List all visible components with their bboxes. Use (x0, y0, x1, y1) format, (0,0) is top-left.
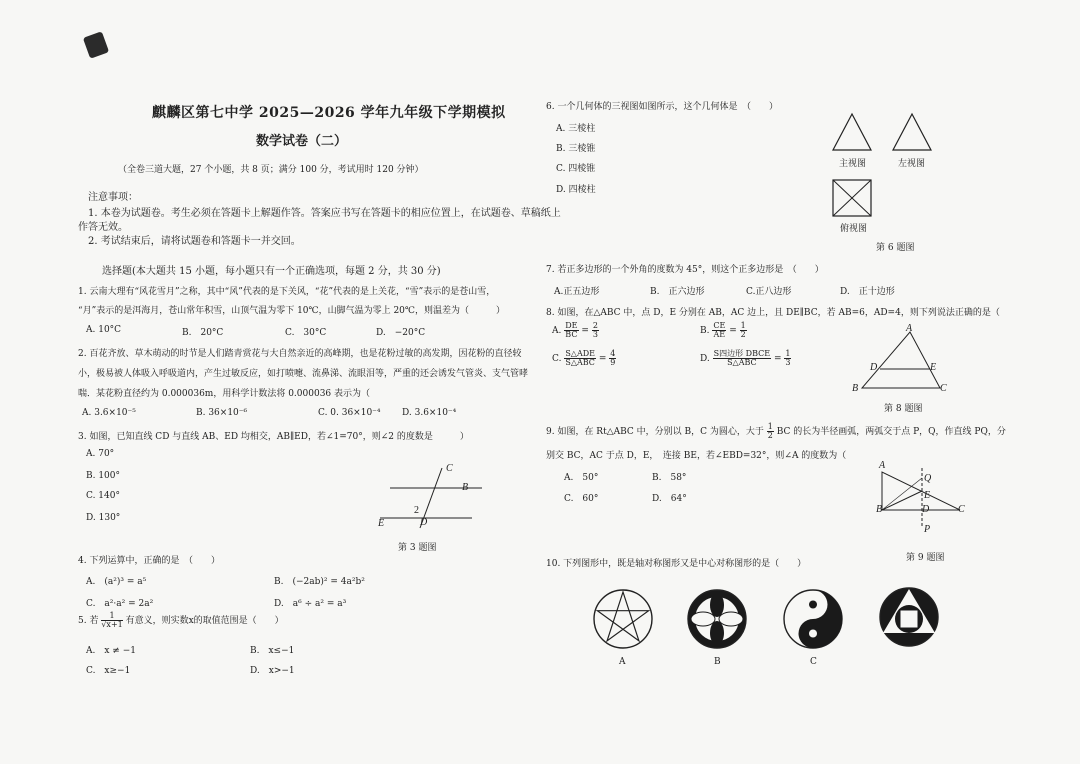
q10-figure-b-flower (686, 588, 748, 650)
q4-option-a: A. (a²)³ = a⁵ (86, 577, 147, 587)
q8-label-e: E (930, 362, 937, 373)
q2-option-b: B. 36×10⁻⁶ (196, 408, 248, 418)
q10-label-c: C (810, 657, 817, 667)
q5-stem (78, 612, 284, 629)
q6-top-label: 俯视图 (840, 224, 868, 234)
q9-label-p: P (924, 524, 931, 535)
q1-line-1: 1. 云南大理有“风花雪月”之称，其中“风”代表的是下关风，“花”代表的是上关花，“雪”表示的是苍山雪， (78, 287, 496, 297)
q6-side-label: 左视图 (898, 159, 926, 169)
q8-label-a: A (906, 323, 913, 334)
q6-option-a: A. 三棱柱 (556, 124, 596, 134)
exam-title: 麒麟区第七中学 2025—2026 学年九年级下学期模拟 (152, 105, 506, 121)
q6-stem: 6. 一个几何体的三视图如图所示，这个几何体是 （ ） (546, 102, 778, 112)
q10-figure-c-yinyang (782, 588, 844, 650)
notice-heading: 注意事项： (88, 192, 138, 203)
section-heading: 选择题(本大题共 15 小题，每小题只有一个正确选项，每题 2 分，共 30 分) (102, 266, 441, 277)
q4-option-c: C. a²·a² = 2a² (86, 599, 154, 609)
q8-label-d: D (870, 362, 878, 373)
q9-caption: 第 9 题图 (906, 553, 945, 563)
q2-line-3: 喘．某花粉直径约为 0.000036m，用科学计数法将 0.000036 表示为（ (78, 389, 371, 399)
q8-option-a: A. $\frac{DE}{BC}$ = $\frac{2}{3}$ (552, 321, 598, 339)
q8-option-c: C. S△ADE S△ABC = $\frac{4}{9}$ (552, 349, 616, 367)
q10-label-b: B (714, 657, 721, 667)
q5-option-d: D. x>−1 (250, 666, 295, 676)
q7-option-d: D. 正十边形 (840, 287, 895, 297)
q6-top-view (832, 179, 872, 217)
q6-option-d: D. 四棱柱 (556, 185, 596, 195)
q6-option-c: C. 四棱锥 (556, 164, 596, 174)
q3-label-d: D (420, 517, 428, 528)
notice-line-2: 2. 考试结束后，请将试题卷和答题卡一并交回。 (88, 236, 301, 247)
q9-figure (876, 466, 966, 532)
q3-label-2: 2 (414, 505, 419, 516)
q9-label-c: C (958, 504, 965, 515)
q8-figure (858, 330, 948, 392)
q3-figure (380, 462, 490, 532)
q7-option-c: C.正八边形 (746, 287, 792, 297)
q8-stem: 8. 如图，在△ABC 中，点 D，E 分别在 AB，AC 边上，且 DE∥BC，若 AB=6，AD=4，则下列说法正确的是（ (546, 308, 1000, 318)
q8-label-b: B (852, 383, 859, 394)
q2-option-d: D. 3.6×10⁻⁴ (402, 408, 457, 418)
q8-label-c: C (940, 383, 947, 394)
q6-side-view (892, 113, 932, 151)
q2-line-1: 2. 百花齐放、草木萌动的时节是人们踏青赏花与大自然亲近的高峰期，也是花粉过敏的高发期，因花粉的直径较 (78, 349, 522, 359)
q7-stem: 7. 若正多边形的一个外角的度数为 45°，则这个正多边形是 （ ） (546, 265, 824, 275)
q9-label-a: A (879, 460, 886, 471)
corner-mark (83, 31, 109, 59)
q10-figure-a-pentagram (592, 588, 654, 650)
q4-stem: 4. 下列运算中，正确的是 （ ） (78, 556, 220, 566)
q5-post: 有意义，则实数x的取值范围是（ ） (125, 616, 284, 626)
q5-pre: 5. 若 (78, 616, 99, 626)
notice-line-1b: 作答无效。 (78, 222, 128, 233)
q3-option-d: D. 130° (86, 513, 121, 523)
notice-line-1: 1. 本卷为试题卷。考生必须在答题卡上解题作答。答案应书写在答题卡的相应位置上，在试题卷、草稿纸上 (88, 208, 561, 219)
exam-info: （全卷三道大题，27 个小题，共 8 页；满分 100 分，考试用时 120 分钟） (118, 165, 424, 175)
q9-option-a: A. 50° (564, 473, 599, 483)
q10-stem: 10. 下列图形中，既是轴对称图形又是中心对称图形的是（ ） (546, 559, 807, 569)
q9-line-2: 别交 BC，AC 于点 D，E， 连接 BE，若∠EBD=32°，则∠A 的度数为（ (546, 451, 847, 461)
q4-option-b: B. (−2ab)² = 4a²b² (274, 577, 365, 587)
q6-front-view (832, 113, 872, 151)
q1-option-d: D. −20°C (376, 328, 426, 338)
q9-option-b: B. 58° (652, 473, 687, 483)
q1-line-2: “月”表示的是洱海月，苍山常年积雪，山顶气温为零下 10℃，山脚气温为零上 20℃，则温差为（ ） (78, 306, 505, 316)
q2-option-a: A. 3.6×10⁻⁵ (82, 408, 136, 418)
q9-label-e: E (924, 490, 931, 501)
q4-option-d: D. a⁶ ÷ a² = a³ (274, 599, 347, 609)
q8-option-d: D. S四边形 DBCE S△ABC = $\frac{1}{3}$ (700, 349, 791, 367)
q6-caption: 第 6 题图 (876, 243, 915, 253)
q3-label-b: B (462, 482, 469, 493)
q6-option-b: B. 三棱锥 (556, 144, 596, 154)
q6-front-label: 主视图 (839, 159, 867, 169)
q2-option-c: C. 0. 36×10⁻⁴ (318, 408, 381, 418)
q5-option-a: A. x ≠ −1 (86, 646, 136, 656)
q7-option-b: B. 正六边形 (650, 287, 705, 297)
q10-label-a: A (619, 657, 626, 667)
exam-subtitle: 数学试卷（二） (256, 134, 348, 149)
q2-line-2: 小，极易被人体吸入呼吸道内，产生过敏反应，如打喷嚏、流鼻涕、流眼泪等，严重的还会诱发气管炎、支气管哮 (78, 369, 529, 379)
q1-option-b: B. 20°C (182, 328, 224, 338)
q1-option-a: A. 10°C (86, 325, 122, 335)
q10-figure-d-triangle-square (876, 586, 942, 648)
q9-option-c: C. 60° (564, 494, 599, 504)
q9-line-1: 9. 如图，在 Rt△ABC 中，分别以 B，C 为圆心，大于 $\frac{1}{2}$ BC 的长为半径画弧，两弧交于点 P，Q，作直线 PQ，分 (546, 422, 1006, 440)
q9-label-d: D (922, 504, 930, 515)
q9-label-q: Q (924, 473, 932, 484)
q1-option-c: C. 30°C (285, 328, 327, 338)
q3-label-c: C (446, 463, 453, 474)
q9-option-d: D. 64° (652, 494, 687, 504)
q3-option-a: A. 70° (86, 449, 115, 459)
q3-caption: 第 3 题图 (398, 543, 437, 553)
q7-option-a: A.正五边形 (554, 287, 600, 297)
q5-fraction: $\frac{1}{√x+1}$ (101, 611, 123, 629)
q3-stem: 3. 如图，已知直线 CD 与直线 AB、ED 均相交，AB∥ED，若∠1=70°，则∠2 的度数是 ） (78, 432, 469, 442)
q9-label-b: B (876, 504, 883, 515)
q3-option-b: B. 100° (86, 471, 121, 481)
q8-option-b: B. $\frac{CE}{AE}$ = $\frac{1}{2}$ (700, 321, 746, 339)
q5-option-b: B. x≤−1 (250, 646, 295, 656)
q5-option-c: C. x≥−1 (86, 666, 131, 676)
q8-caption: 第 8 题图 (884, 404, 923, 414)
q3-label-e: E (378, 518, 385, 529)
q3-option-c: C. 140° (86, 491, 120, 501)
